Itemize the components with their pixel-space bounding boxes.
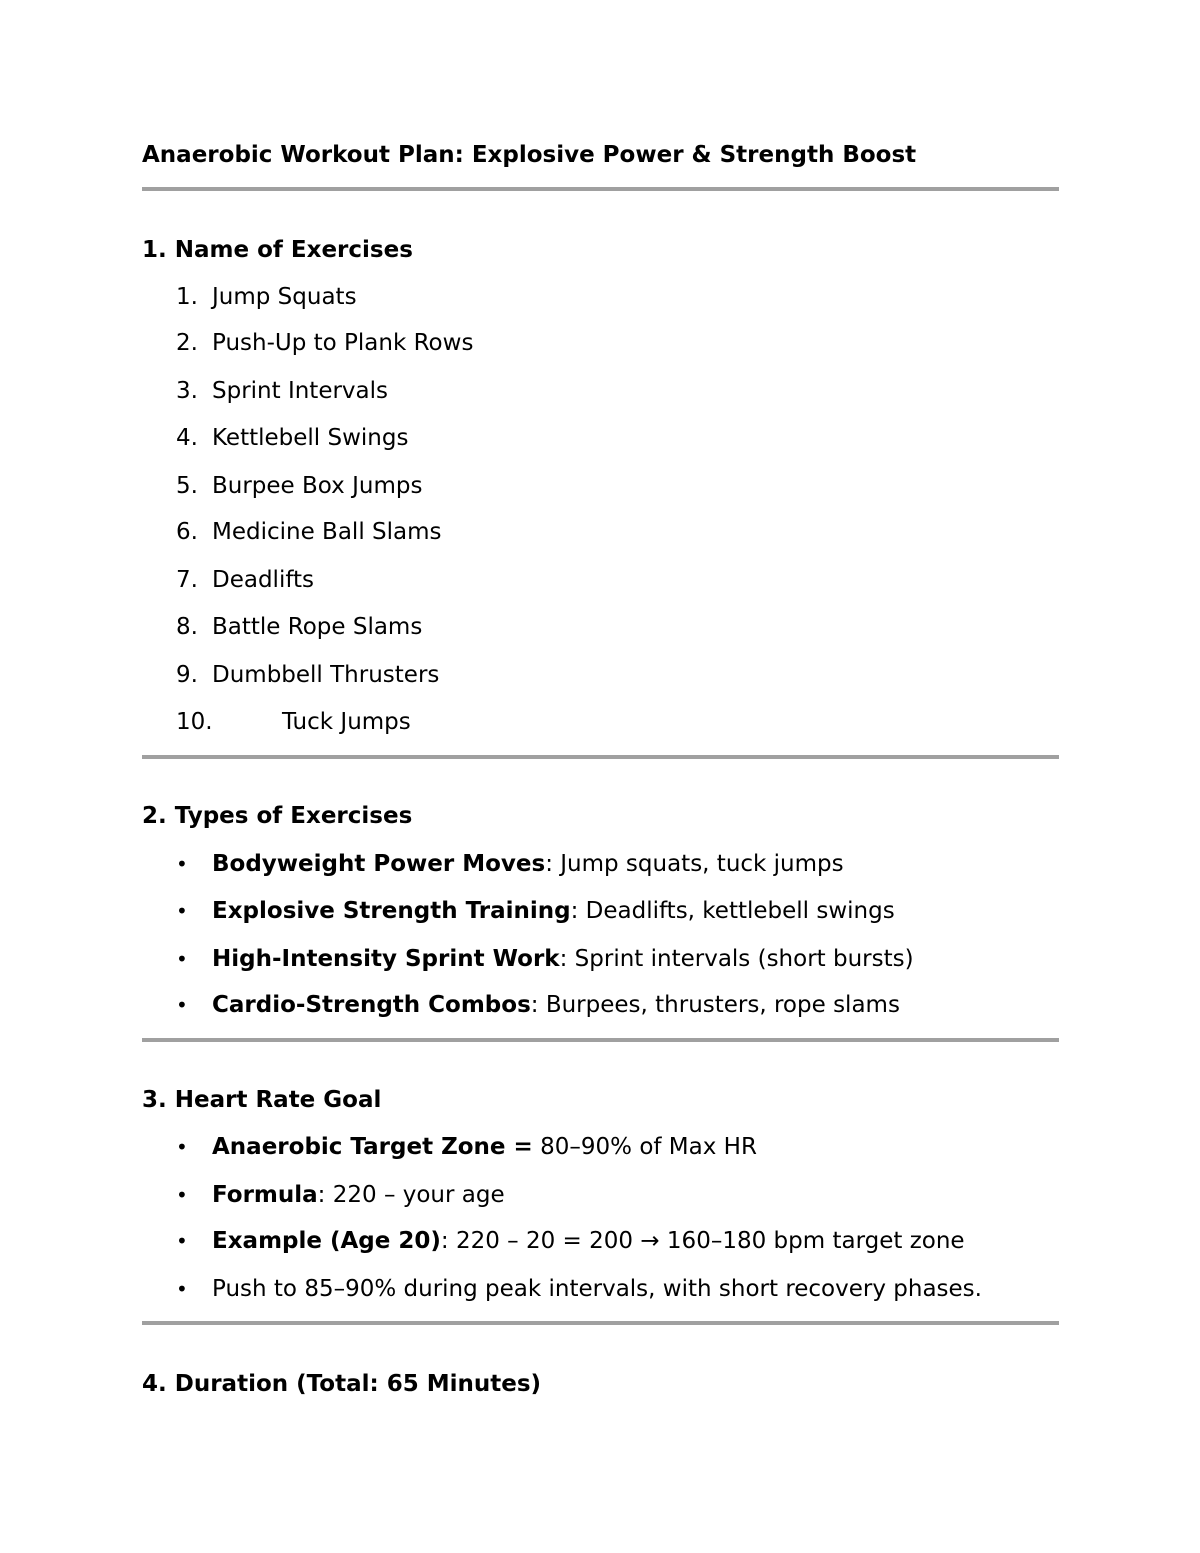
list-number: 9. bbox=[176, 662, 198, 688]
bullet-text: : Burpees, thrusters, rope slams bbox=[530, 992, 900, 1018]
list-text: Burpee Box Jumps bbox=[212, 473, 423, 499]
section-heading-duration: 4. Duration (Total: 65 Minutes) bbox=[142, 1371, 542, 1397]
bullet-label: Formula bbox=[212, 1182, 318, 1208]
bullet-text: : Sprint intervals (short bursts) bbox=[559, 946, 914, 972]
list-number: 7. bbox=[176, 567, 198, 593]
bullet-text: 80–90% of Max HR bbox=[532, 1134, 757, 1160]
section-heading-heart-rate: 3. Heart Rate Goal bbox=[142, 1087, 382, 1113]
divider bbox=[142, 187, 1059, 191]
bullet-icon: • bbox=[176, 1183, 188, 1207]
list-number: 8. bbox=[176, 614, 198, 640]
divider bbox=[142, 755, 1059, 759]
list-number: 2. bbox=[176, 330, 198, 356]
bullet-label: Bodyweight Power Moves bbox=[212, 851, 546, 877]
list-number: 1. bbox=[176, 284, 198, 310]
bullet-text: : 220 – 20 = 200 → 160–180 bpm target zone bbox=[440, 1228, 965, 1254]
list-text: Medicine Ball Slams bbox=[212, 519, 442, 545]
bullet-icon: • bbox=[176, 899, 188, 923]
list-number: 3. bbox=[176, 378, 198, 404]
bullet-label: Anaerobic Target Zone = bbox=[212, 1134, 533, 1160]
list-text: Deadlifts bbox=[212, 567, 315, 593]
list-text: Push-Up to Plank Rows bbox=[212, 330, 474, 356]
section-heading-types: 2. Types of Exercises bbox=[142, 803, 413, 829]
bullet-label: Example (Age 20) bbox=[212, 1228, 441, 1254]
list-text: Jump Squats bbox=[212, 284, 357, 310]
list-text: Sprint Intervals bbox=[212, 378, 389, 404]
list-number: 4. bbox=[176, 425, 198, 451]
bullet-label: Cardio-Strength Combos bbox=[212, 992, 531, 1018]
list-number: 5. bbox=[176, 473, 198, 499]
bullet-text: : Jump squats, tuck jumps bbox=[545, 851, 844, 877]
list-text: Battle Rope Slams bbox=[212, 614, 423, 640]
list-number: 10. bbox=[176, 709, 213, 735]
bullet-text: : 220 – your age bbox=[317, 1182, 505, 1208]
divider bbox=[142, 1038, 1059, 1042]
bullet-icon: • bbox=[176, 852, 188, 876]
bullet-text: : Deadlifts, kettlebell swings bbox=[570, 898, 895, 924]
section-heading-exercises: 1. Name of Exercises bbox=[142, 237, 413, 263]
list-text: Tuck Jumps bbox=[282, 709, 411, 735]
bullet-icon: • bbox=[176, 1135, 188, 1159]
bullet-icon: • bbox=[176, 993, 188, 1017]
bullet-icon: • bbox=[176, 1229, 188, 1253]
bullet-label: High-Intensity Sprint Work bbox=[212, 946, 560, 972]
divider bbox=[142, 1321, 1059, 1325]
list-number: 6. bbox=[176, 519, 198, 545]
bullet-text: Push to 85–90% during peak intervals, with short recovery phases. bbox=[212, 1276, 982, 1302]
bullet-icon: • bbox=[176, 1277, 188, 1301]
bullet-label: Explosive Strength Training bbox=[212, 898, 571, 924]
document-title: Anaerobic Workout Plan: Explosive Power & Strength Boost bbox=[142, 142, 917, 168]
list-text: Kettlebell Swings bbox=[212, 425, 409, 451]
bullet-icon: • bbox=[176, 947, 188, 971]
list-text: Dumbbell Thrusters bbox=[212, 662, 440, 688]
